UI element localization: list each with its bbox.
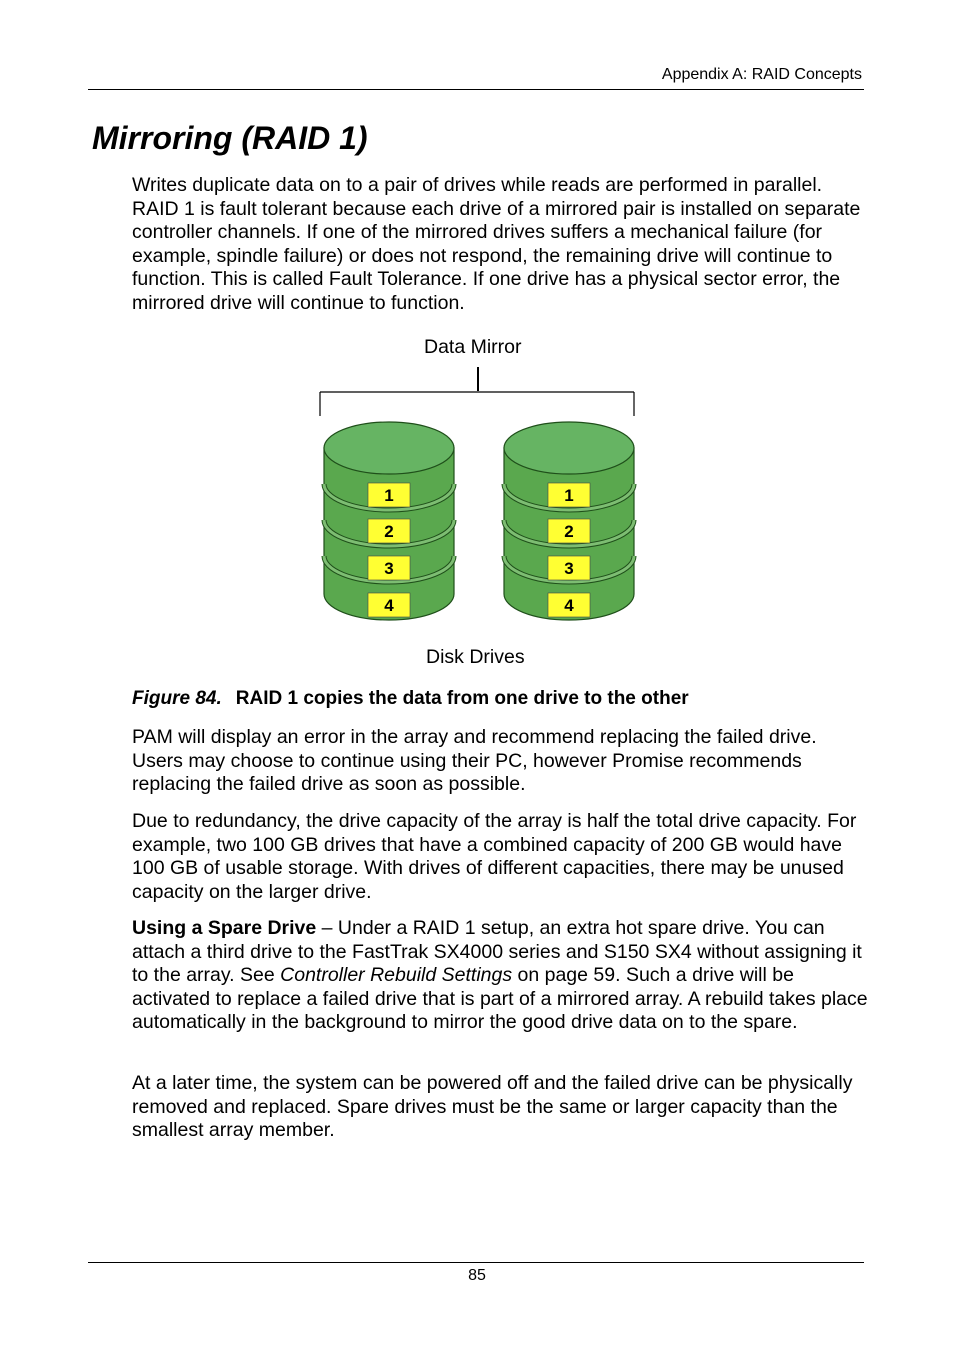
intro-paragraph: Writes duplicate data on to a pair of drives while reads are performed in parallel. RAID 1 is fault tolerant because each drive of a mirrored pair is installed on separate controller channels. If one of the mirrored drives suffers a mechanical failure (for example, spindle failure) or does not respond, the remaining drive will continue to function. This is called Fault Tolerance. If one drive has a physical sector error, the mirrored drive will continue to function.	[132, 174, 861, 314]
spare-drive-text-2: on page 59. Such a drive will be activated to replace a failed drive that is part of a mirrored array. A rebuild takes place automatically in the background to mirror the good drive data on to the spare.	[132, 964, 868, 1034]
header-rule	[88, 89, 864, 90]
block-label: 4	[564, 596, 574, 615]
block-label: 2	[384, 522, 394, 541]
figure-number: Figure 84.	[132, 688, 222, 709]
block-label: 2	[564, 522, 574, 541]
paragraph-redundancy: Due to redundancy, the drive capacity of the array is half the total drive capacity. For example, two 100 GB drives that have a combined capacity of 200 GB would have 100 GB of usable storage. With drives of different capacities, there may be unused capacity on the larger drive.	[132, 810, 857, 903]
running-header: Appendix A: RAID Concepts	[661, 66, 862, 83]
block-label: 1	[564, 486, 574, 505]
disk-top	[324, 422, 454, 474]
figure-caption	[132, 688, 689, 710]
block-label: 1	[384, 486, 394, 505]
spare-drive-lead: Using a Spare Drive	[132, 917, 317, 939]
raid1-figure	[300, 330, 660, 680]
block-label: 3	[384, 559, 394, 578]
block-label: 4	[384, 596, 394, 615]
disk-top	[504, 422, 634, 474]
paragraph-error-display: PAM will display an error in the array and recommend replacing the failed drive. Users may choose to continue using their PC, however Promise recommends replacing the failed drive as soon as possible.	[132, 726, 817, 796]
controller-rebuild-settings-ref: Controller Rebuild Settings	[280, 964, 513, 987]
block-label: 3	[564, 559, 574, 578]
section-title: Mirroring (RAID 1)	[92, 120, 368, 156]
paragraph-later-time: At a later time, the system can be powered off and the failed drive can be physically removed and replaced. Spare drives must be the same or larger capacity than the smallest array member.	[132, 1072, 853, 1142]
page-number: 85	[468, 1267, 486, 1284]
disk-drives-label: Disk Drives	[426, 646, 525, 668]
paragraph-spare-drive	[132, 917, 868, 1035]
spare-drive-text-1: – Under a RAID 1 setup, an extra hot spare drive. You can attach a third drive to the FastTrak SX4000 series and S150 SX4 without assigning it to the array. See	[132, 917, 862, 987]
data-mirror-label: Data Mirror	[424, 336, 522, 358]
raid1-diagram	[300, 330, 660, 680]
footer-rule	[88, 1262, 864, 1263]
figure-caption-text: RAID 1 copies the data from one drive to the other	[235, 688, 689, 709]
